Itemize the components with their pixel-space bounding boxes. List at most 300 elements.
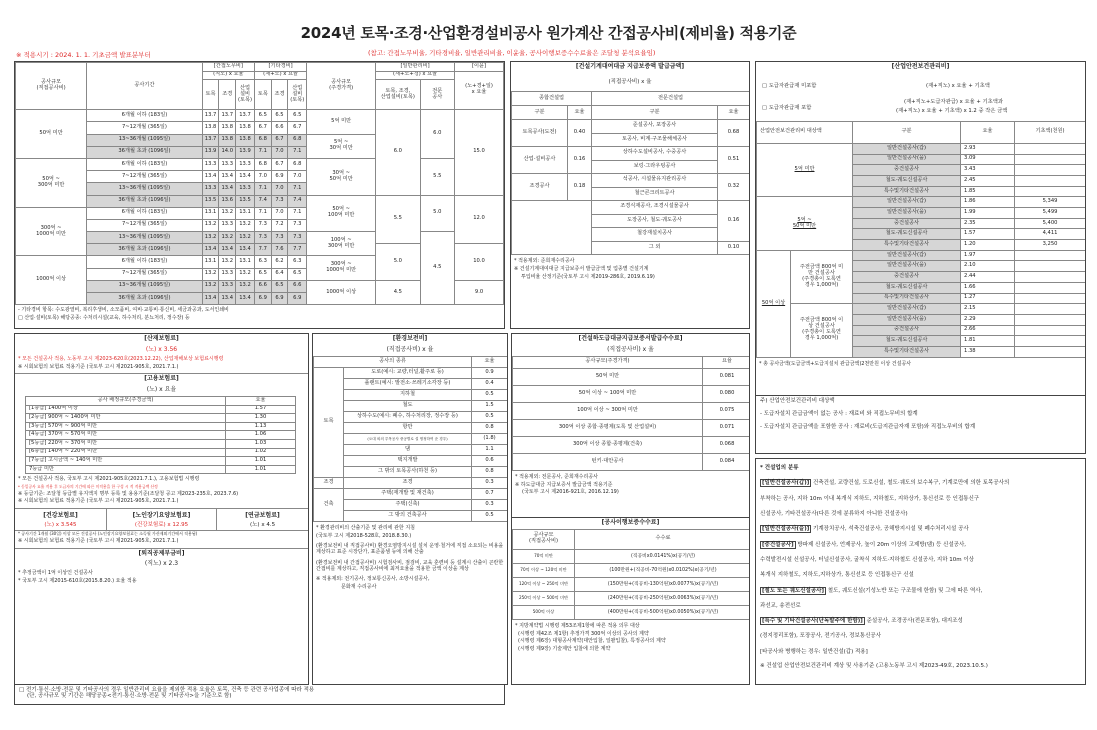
environment-note1: * 환경관리비의 산출기준 및 관리에 관한 지침 xyxy=(316,524,415,531)
table-cell: (재+노+경) x 요율 xyxy=(376,71,455,80)
table-cell: [간접노무비] xyxy=(202,63,254,72)
table-cell: 7.7 xyxy=(288,244,307,256)
performance-table xyxy=(512,529,750,620)
table-cell: 50억 미만 xyxy=(16,110,87,159)
table-cell: 12.0 xyxy=(455,195,504,244)
table-cell: 0.8 xyxy=(472,422,508,433)
table-cell: 13.6 xyxy=(219,195,236,207)
table-cell: 13.4 xyxy=(236,244,255,256)
table-cell: 1.01 xyxy=(226,465,296,474)
table-cell: 택지개발 xyxy=(344,455,472,466)
class-item-text: 방파제 신설공사, 언제공사, 높이 20m 이상의 고제방(댐) 등 신설공사, xyxy=(797,541,967,548)
table-cell: 6.7 xyxy=(288,122,307,134)
table-cell: 토목, 조경, 산업설비(토목) xyxy=(376,80,420,110)
table-cell: 3.09 xyxy=(961,154,1015,165)
table-cell: 6개월 이하 (183일) xyxy=(87,158,203,170)
class-item-head: [일반건설공사(을)] xyxy=(762,526,810,533)
table-cell: 주전금액 800억 이 상 건설공사 (주경총이 도록연 경우 1,000억) xyxy=(791,304,853,357)
table-cell: (노+경+일) x 요율 xyxy=(455,71,504,110)
table-cell: 6.4 xyxy=(271,268,288,280)
table-cell: 36개월 초과 (1096일) xyxy=(87,146,203,158)
table-cell xyxy=(1015,325,1086,336)
table-cell: 7.3 xyxy=(254,232,271,244)
table-cell: 500억 이상 xyxy=(513,605,575,619)
table-cell: 공사규모 (주경가격) xyxy=(307,63,376,110)
safety-excl-label: □ 도급자관급재 미포함 xyxy=(762,82,817,89)
table-cell: 13.8 xyxy=(236,134,255,146)
table-cell: 6.9 xyxy=(271,293,288,305)
table-cell: (240만원+(직공비-250억원)x0.0063%)x(공기/년) xyxy=(575,591,751,605)
table-cell: 7.7 xyxy=(254,244,271,256)
table-cell: 6.3 xyxy=(254,256,271,268)
table-cell: 1.13 xyxy=(226,422,296,431)
table-cell: 1.85 xyxy=(961,186,1015,197)
table-cell: 2.45 xyxy=(961,175,1015,186)
table-cell: 일반건설공사(갑) xyxy=(853,250,961,261)
table-cell: 1.86 xyxy=(961,197,1015,208)
table-cell: 7.1 xyxy=(288,146,307,158)
table-cell: 13.2 xyxy=(202,280,219,292)
table-cell: 5억 ~ 30억 미만 xyxy=(307,134,376,158)
table-cell: 13.2 xyxy=(236,219,255,231)
table-cell: 2.35 xyxy=(961,218,1015,229)
safety-target-panel xyxy=(755,396,1086,454)
table-cell xyxy=(512,201,592,255)
safety-cost-panel xyxy=(755,61,1086,396)
table-cell: 요율 xyxy=(226,397,296,406)
table-cell: 7.0 xyxy=(271,183,288,195)
safety-incl-formula-b: (재+직노) x 요율 + 기초액) x 1.2 중 작은 금액 xyxy=(896,107,1008,114)
subcontract-note2: ※ 하도급대금 지급보증서 발급금액 적용기준 xyxy=(515,481,613,488)
table-cell: 13.5 xyxy=(236,195,255,207)
table-cell: 13.2 xyxy=(202,219,219,231)
table-cell: [기타경비] xyxy=(254,63,306,72)
table-cell: 항만 xyxy=(344,422,472,433)
performance-note4: (시행령 제9장) 기술제안 입찰에 의한 계약 xyxy=(518,646,611,653)
table-cell: 13.5 xyxy=(202,195,219,207)
table-cell: 13.3 xyxy=(219,158,236,170)
table-cell: 13~36개월 (1095일) xyxy=(87,232,203,244)
insurance-note1: * 공사기간 1개월 (30일) 이상 모든 건설공사 (노인장기요양보험료는 소득월 가산제외기간에서 적용됨) xyxy=(15,530,308,538)
table-cell: 13.7 xyxy=(202,110,219,122)
table-cell: 토공사, 비계·구조물해체공사 xyxy=(592,133,718,147)
class-item-5 xyxy=(756,616,1085,626)
employment-note1: * 모든 건설공사 적용, 국토부 고시 제2021-905호(2021.7.1.), 고용보험법 시행령 xyxy=(18,476,200,483)
table-cell: 7.0 xyxy=(271,146,288,158)
table-cell: 일반건설공사(갑) xyxy=(853,197,961,208)
table-cell: 산업안전보건관리비 대상액 xyxy=(757,121,853,143)
class-item-head: [일반건설공사(갑)] xyxy=(762,480,810,487)
table-cell: 0.8 xyxy=(472,466,508,477)
table-cell: [4등급] 370억 ~ 570억 미만 xyxy=(26,431,226,440)
table-cell: 철도 xyxy=(344,400,472,411)
table-cell: 13.9 xyxy=(202,146,219,158)
class-item-text: 철도, 궤도신설(기성노반 또는 구조물에 한함) 및 그에 따른 역사, xyxy=(827,587,983,594)
table-cell: 5,349 xyxy=(1015,197,1086,208)
table-cell: 7.3 xyxy=(288,219,307,231)
subcontract-table xyxy=(512,356,750,471)
class-item-text: 기계장치공사, 석축건설공사, 공해방지시설 및 폐수처리시설 공사 xyxy=(813,526,969,533)
page-title: 2024년 토목·조경·산업환경설비공사 원가계산 간접공사비(제비율) 적용기준 xyxy=(300,24,797,42)
table-cell: 13.3 xyxy=(202,158,219,170)
table-cell: 13.1 xyxy=(236,207,255,219)
table-cell xyxy=(1015,293,1086,304)
table-cell: 조경 xyxy=(219,80,236,110)
table-cell: 6개월 이하 (183일) xyxy=(87,207,203,219)
table-cell: 공사규모 (직접공사비) xyxy=(513,529,575,549)
table-cell: 특수및기타건설공사 xyxy=(853,346,961,357)
table-cell: 6.7 xyxy=(271,134,288,146)
subcontract-bond-panel xyxy=(511,333,750,518)
table-cell: 300억 이상 종합·종평제(건축) xyxy=(513,436,703,453)
table-cell: 6.5 xyxy=(271,280,288,292)
table-cell: 0.3 xyxy=(472,499,508,510)
table-cell: 0.16 xyxy=(718,201,750,242)
table-cell: 1.57 xyxy=(961,229,1015,240)
table-cell: 일반건설공사(을) xyxy=(853,314,961,325)
accident-note1: * 모든 건설공사 적용, 노동부 고시 제2023-620호(2023.12.22), 산업재해보상 보험료시행령 xyxy=(18,355,224,362)
employment-insurance-title: [고용보험료] xyxy=(15,373,308,385)
table-cell: 100억 이상 ~ 300억 미만 xyxy=(513,402,703,419)
table-cell: 그 밖의 건축공사 xyxy=(344,510,472,521)
table-cell xyxy=(1015,336,1086,347)
table-cell: 7.3 xyxy=(271,232,288,244)
class-item-cont: [타공사와 병행하는 경우: 일반건설(갑) 적용] xyxy=(760,648,868,655)
table-cell: 구분 xyxy=(592,106,718,120)
table-cell: 플랜트(예시: 발전소·쓰레기소각장 등) xyxy=(344,378,472,389)
machine-rental-note1: * 적용제외: 준희재수리공사 xyxy=(514,258,575,265)
table-cell: 5.5 xyxy=(376,195,420,244)
table-cell: 조경 xyxy=(271,80,288,110)
table-cell xyxy=(1015,250,1086,261)
pension-title: [연금보험료] xyxy=(245,512,280,520)
table-cell: 5.0 xyxy=(376,244,420,281)
table-cell: 15.0 xyxy=(455,110,504,195)
table-cell: 0.5 xyxy=(472,510,508,521)
table-cell: 7.1 xyxy=(254,183,271,195)
longterm-care-title: [노인장기요양보험료] xyxy=(132,512,191,520)
table-cell: 13.2 xyxy=(219,207,236,219)
table-cell: 7.1 xyxy=(254,146,271,158)
retirement-note2: * 국토부 고시 제2015-610호(2015.8.20.) 요율 적용 xyxy=(18,578,137,585)
table-cell: 100억 ~ 300억 미만 xyxy=(307,232,376,256)
table-cell: 7~12개월 (365일) xyxy=(87,122,203,134)
table-cell: 13.4 xyxy=(219,171,236,183)
safety-incl-formula-a: (재+직노+도급자관급) x 요율 + 기초액과 xyxy=(904,98,1003,105)
table-cell: 그 밖의 토목공사(하천 등) xyxy=(344,466,472,477)
employment-formula: (노) x 요율 xyxy=(146,386,177,394)
environment-note5: ※ 적용제외: 전기공사, 정보통신공사, 소방시설공사, xyxy=(316,576,430,583)
table-cell: 13.3 xyxy=(219,280,236,292)
safety-total-note: * 총 공사금액(도급금액+도급지설치 관급금액)2천만원 이상 건설공사 xyxy=(759,360,912,367)
table-cell: 30억 ~ 50억 미만 xyxy=(307,158,376,195)
table-cell: 철도·궤도신설공사 xyxy=(853,175,961,186)
table-cell: 1.1 xyxy=(472,444,508,455)
table-cell: 120억 이상 ~ 250억 미만 xyxy=(513,577,575,591)
table-cell: 7~12개월 (365일) xyxy=(87,171,203,183)
table-cell: 13.4 xyxy=(236,171,255,183)
table-cell: 턴키·대안공사 xyxy=(513,453,703,470)
class-item-cont: (경지정리포함), 포장공사, 전기공사, 정보통신공사 xyxy=(760,633,882,640)
insurance-panel xyxy=(14,333,309,685)
table-cell: 50억 미만 xyxy=(513,368,703,385)
table-cell: 토목 xyxy=(254,80,271,110)
table-cell: 50억 ~ 300억 미만 xyxy=(16,158,87,207)
table-cell: 7.4 xyxy=(288,195,307,207)
table-cell: [1등급] 1400억 이상 xyxy=(26,405,226,414)
table-cell: 중건설공사 xyxy=(853,165,961,176)
table-cell: 70억 이상 ~ 120억 미만 xyxy=(513,563,575,577)
table-cell: 0.5 xyxy=(472,411,508,422)
classification-panel xyxy=(755,458,1086,685)
table-cell: 7~12개월 (365일) xyxy=(87,268,203,280)
class-item-cont: 과선교, 송전선로 xyxy=(760,602,801,609)
employment-table xyxy=(25,396,296,474)
class-item-text: 준설공사, 조경공사(전문포함), 대지조성 xyxy=(866,618,963,625)
table-cell: 13.2 xyxy=(202,268,219,280)
table-cell: 2.29 xyxy=(961,314,1015,325)
subcontract-note3: (국토부 고시 제2016-921호, 2016.12.19) xyxy=(522,489,619,496)
table-cell: 1000억 이상 xyxy=(307,280,376,304)
safety-target-2: - 도급자설치 관급금액을 포함한 공사 : 재료비(도급지관급자재 포함)와 직접노무비의 합계 xyxy=(760,423,976,430)
table-cell: 기초액(천원) xyxy=(1015,121,1086,143)
table-cell: 13.4 xyxy=(202,244,219,256)
table-cell: 6.9 xyxy=(254,293,271,305)
table-cell: (1.8) xyxy=(472,433,508,444)
health-insurance-formula: (노) x 3.545 xyxy=(44,521,77,528)
table-cell: 일반건설공사(갑) xyxy=(853,143,961,154)
class-item-head: [특수 및 기타건설공사(단독발주에 한함)] xyxy=(762,618,863,625)
safety-incl-label: □ 도급자관급재 포함 xyxy=(762,104,812,111)
table-cell: (오대 외의 투목공사 중공별로 설 명정하여 준 경우) xyxy=(344,433,472,444)
table-cell: 1.06 xyxy=(226,431,296,440)
table-cell: 0.16 xyxy=(568,147,592,174)
table-cell: 1.97 xyxy=(961,250,1015,261)
table-cell: 1.27 xyxy=(961,293,1015,304)
table-cell: 0.7 xyxy=(472,488,508,499)
table-cell: 6.8 xyxy=(254,134,271,146)
table-cell: 요율 xyxy=(472,356,508,367)
table-cell: 상하수도(예시: 폐수, 하수처리장, 정수장 등) xyxy=(344,411,472,422)
table-cell: 2.15 xyxy=(961,304,1015,315)
indirect-cost-table xyxy=(15,62,504,305)
table-cell: 주전금액 800억 미 만 건설공사 (주경총이 도록연 경우 1,000억) xyxy=(791,250,853,303)
table-cell: 13.2 xyxy=(202,232,219,244)
table-cell: 50억 이상 xyxy=(757,250,791,357)
environment-note3: (환경보전비 내 직접공사비) 환경오염방지시설 설치 운영·철거에 직접 소요되는 비용을 계상하고 표준 시장단가, 표준품셈 등에 의해 산출 xyxy=(316,543,504,556)
table-cell: 13.8 xyxy=(219,122,236,134)
table-cell: 13~36개월 (1095일) xyxy=(87,134,203,146)
accident-insurance-formula: (노) x 3.56 xyxy=(145,345,178,353)
machine-rental-title: [건설기계대여대금 지급보증액 발급금액] xyxy=(575,63,685,70)
classification-note: ※ 건설업 산업안전보건관리비 계상 및 사용기준 (고용노동부 고시 제2023-49호, 2023.10.5.) xyxy=(760,663,988,670)
table-cell xyxy=(1015,186,1086,197)
table-cell: 6.0 xyxy=(420,110,454,159)
table-cell: 5,499 xyxy=(1015,208,1086,219)
table-cell: 1.20 xyxy=(961,240,1015,251)
table-cell: 36개월 초과 (1096일) xyxy=(87,244,203,256)
table-cell: 요율 xyxy=(703,356,751,368)
table-cell: 13.1 xyxy=(236,256,255,268)
table-cell: (400만원+(직공비-500억원)x0.0050%)x(공기/년) xyxy=(575,605,751,619)
table-cell: 6.7 xyxy=(271,158,288,170)
table-cell: [이윤] xyxy=(455,63,504,72)
table-cell: 0.068 xyxy=(703,436,751,453)
table-cell: 300억 ~ 1000억 미만 xyxy=(16,207,87,256)
table-cell: 2.93 xyxy=(961,143,1015,154)
table-cell: 석공사, 시설물유지관리공사 xyxy=(592,174,718,188)
table-cell: 5.5 xyxy=(420,158,454,195)
table-cell: 보링·그라우팅공사 xyxy=(592,160,718,174)
machine-rental-table xyxy=(511,91,750,255)
table-cell: 철도·궤도신설공사 xyxy=(853,229,961,240)
table-cell: 5.0 xyxy=(420,195,454,232)
table-cell: [6등급] 140억 ~ 220억 미만 xyxy=(26,448,226,457)
health-insurance-title: [건강보험료] xyxy=(43,512,78,520)
table-cell: 주택(재개발 및 재건축) xyxy=(344,488,472,499)
table-cell: 6.5 xyxy=(271,110,288,122)
table-cell: 0.080 xyxy=(703,385,751,402)
subcontract-formula: (직접공사비) x 율 xyxy=(607,345,654,353)
table-cell: 50억 이상 ~ 100억 미만 xyxy=(513,385,703,402)
table-cell: 요율 xyxy=(718,106,750,120)
table-cell: 0.40 xyxy=(568,120,592,147)
table-cell: 공사기간 xyxy=(87,63,203,110)
table-cell: 36개월 초과 (1096일) xyxy=(87,195,203,207)
table-cell: 0.68 xyxy=(718,120,750,147)
table-cell: 일반건설공사(갑) xyxy=(853,304,961,315)
table-cell: 9.0 xyxy=(455,280,504,304)
table-cell: 50억 ~ 100억 미만 xyxy=(307,195,376,232)
table-cell: 5억 미만 xyxy=(307,110,376,134)
table-cell: 1000억 이상 xyxy=(16,256,87,305)
table-cell: 0.4 xyxy=(472,378,508,389)
table-cell: 0.081 xyxy=(703,368,751,385)
table-cell: 13.3 xyxy=(202,183,219,195)
table-cell: 철도·궤도신설공사 xyxy=(853,336,961,347)
classification-title: * 건설업의 분류 xyxy=(760,465,799,471)
table-cell: 6.5 xyxy=(288,268,307,280)
table-cell: (150만원+(직공비-130억원)x0.0077%)x(공기/년) xyxy=(575,577,751,591)
table-cell: 도로(예시: 교량,터널,활주로 등) xyxy=(344,367,472,378)
table-cell: 6개월 이하 (183일) xyxy=(87,110,203,122)
subcontract-note1: * 적용제외: 전문공사, 준희재수리공사 xyxy=(515,473,598,480)
table-cell: 1.03 xyxy=(226,440,296,449)
class-item-4 xyxy=(756,586,1085,596)
table-cell: 0.071 xyxy=(703,419,751,436)
table-cell: 13.9 xyxy=(236,146,255,158)
table-cell xyxy=(1015,143,1086,154)
table-cell: 10.0 xyxy=(455,244,504,281)
table-cell xyxy=(1015,154,1086,165)
table-cell: 7.1 xyxy=(288,183,307,195)
table-cell: 1.81 xyxy=(961,336,1015,347)
environment-note6: 문화재 수리공사 xyxy=(341,584,377,591)
table-cell: 300억 이상 종합·종평제(도록 및 산업설비) xyxy=(513,419,703,436)
table-cell: (직노) x 요율 xyxy=(202,71,254,80)
retirement-formula: (직노) x 2.3 xyxy=(144,560,179,568)
table-cell: 산업·설비공사 xyxy=(512,147,568,174)
table-cell: 중건설공사 xyxy=(853,325,961,336)
table-cell: 수수료 xyxy=(575,529,751,549)
table-cell: 13.3 xyxy=(236,183,255,195)
table-cell: 1.02 xyxy=(226,448,296,457)
table-cell: 13.3 xyxy=(219,219,236,231)
longterm-care-formula: (건강보험료) x 12.95 xyxy=(134,521,189,528)
table-cell: 2.44 xyxy=(961,272,1015,283)
safety-excl-formula: (재+직노) x 요율 + 기초액 xyxy=(926,82,990,89)
table-cell: 지하철 xyxy=(344,389,472,400)
table-cell xyxy=(1015,261,1086,272)
table-cell: 구분 xyxy=(512,106,568,120)
table-cell xyxy=(1015,282,1086,293)
table-cell: 철도·궤도신설공사 xyxy=(853,282,961,293)
table-cell: 2.66 xyxy=(961,325,1015,336)
table-cell: [3등급] 570억 ~ 900억 미만 xyxy=(26,422,226,431)
table-cell: 7.1 xyxy=(288,207,307,219)
table-cell: 0.3 xyxy=(472,477,508,488)
table-cell: 요율 xyxy=(568,106,592,120)
indirect-cost-panel xyxy=(14,61,505,329)
table-cell: 13.7 xyxy=(236,110,255,122)
table-cell: 0.10 xyxy=(718,241,750,255)
table-cell: 13~36개월 (1095일) xyxy=(87,280,203,292)
table-cell: 6.8 xyxy=(288,158,307,170)
table-cell: 70억 미만 xyxy=(513,549,575,563)
table-cell: 13.4 xyxy=(236,293,255,305)
table-cell: (100만원+(직공비-70억원)x0.0102%)x(공기/년) xyxy=(575,563,751,577)
table-cell: 도장공사, 철도·궤도공사 xyxy=(592,214,718,228)
table-cell: 일반건설공사(을) xyxy=(853,261,961,272)
table-cell: 특수및기타건설공사 xyxy=(853,293,961,304)
apply-date: ※ 적용시기 : 2024. 1. 1. 기초금액 발표분부터 xyxy=(16,51,151,59)
table-cell: 특수및기타건설공사 xyxy=(853,186,961,197)
table-cell: 조경식재공사, 조경시설물공사 xyxy=(592,201,718,215)
pension-formula: (노) x 4.5 xyxy=(249,521,276,528)
table-cell: 조경 xyxy=(344,477,472,488)
table-cell: 준설공사, 포장공사 xyxy=(592,120,718,134)
table-cell: 7.2 xyxy=(271,219,288,231)
table-cell: 6.5 xyxy=(288,110,307,122)
table-cell: 6.6 xyxy=(271,122,288,134)
table-cell: 6.7 xyxy=(254,122,271,134)
table-cell: 공사의 종류 xyxy=(314,356,472,367)
table-cell: (재+노) x 요율 xyxy=(254,71,306,80)
table-cell: 중건설공사 xyxy=(853,218,961,229)
table-cell: 3.43 xyxy=(961,165,1015,176)
class-item-text: 건축건설, 교량건설, 도로신설, 철도·궤도의 보수복구, 기계로만에 의한 토목공사의 xyxy=(813,480,1010,487)
class-item-head: [중건설공사] xyxy=(762,541,794,548)
footer-box xyxy=(14,685,505,705)
table-cell: 0.075 xyxy=(703,402,751,419)
table-cell: 0.6 xyxy=(472,455,508,466)
table-cell: 0.32 xyxy=(718,174,750,201)
performance-note3: (시행령 제6장) 대형공사계약(대안입찰, 일괄입찰), 특정공사의 계약 xyxy=(518,638,666,645)
table-cell: 중건설공사 xyxy=(853,272,961,283)
table-cell: 13.4 xyxy=(219,183,236,195)
table-cell: 주택(신축) xyxy=(344,499,472,510)
table-cell: 6.9 xyxy=(288,293,307,305)
performance-note1: * 지방계약법 시행령 제53조제1항에 따른 적용 의무 대상 xyxy=(515,622,640,629)
table-cell xyxy=(1015,175,1086,186)
table-cell: 6개월 이하 (183일) xyxy=(87,256,203,268)
table-cell: 13.2 xyxy=(236,232,255,244)
table-cell xyxy=(1015,314,1086,325)
table-cell: 7.3 xyxy=(288,232,307,244)
retirement-note1: * 추정금액이 1억 이상인 건설공사 xyxy=(18,570,93,577)
machine-rental-bond-panel xyxy=(510,61,750,329)
table-cell: 13.7 xyxy=(219,110,236,122)
